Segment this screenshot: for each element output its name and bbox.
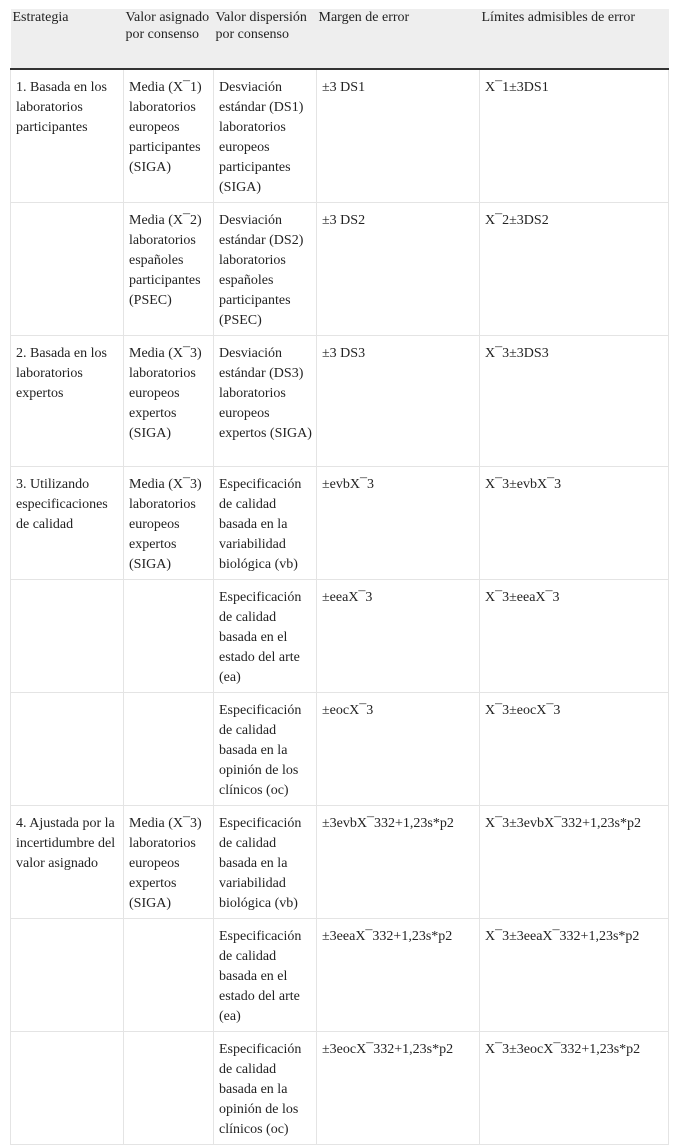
table-row — [11, 203, 669, 336]
error-margin-cell: ±eocX¯3 — [317, 693, 480, 806]
limits-cell: X¯3±evbX¯3 — [480, 467, 669, 580]
table-row — [11, 467, 669, 580]
strategy-cell — [11, 1032, 124, 1145]
dispersion-cell: Desviación estándar (DS2) laboratorios españoles participantes (PSEC) — [214, 203, 317, 336]
table-row — [11, 919, 669, 1032]
header-cell: Valor asignado por consenso — [124, 9, 214, 69]
header-cell: Estrategia — [11, 9, 124, 69]
limits-cell: X¯2±3DS2 — [480, 203, 669, 336]
header-cell: Límites admisibles de error — [480, 9, 669, 69]
error-margin-cell: ±3 DS2 — [317, 203, 480, 336]
error-margin-cell: ±3eocX¯332+1,23s*p2 — [317, 1032, 480, 1145]
limits-cell: X¯3±eocX¯3 — [480, 693, 669, 806]
header-cell: Valor dispersión por consenso — [214, 9, 317, 69]
dispersion-cell: Especificación de calidad basada en la variabilidad biológica (vb) — [214, 806, 317, 919]
assigned-value-cell: Media (X¯3) laboratorios europeos expertos (SIGA) — [124, 806, 214, 919]
limits-cell: X¯1±3DS1 — [480, 69, 669, 203]
dispersion-cell: Especificación de calidad basada en la opinión de los clínicos (oc) — [214, 693, 317, 806]
limits-cell: X¯3±3evbX¯332+1,23s*p2 — [480, 806, 669, 919]
dispersion-cell: Especificación de calidad basada en el estado del arte (ea) — [214, 919, 317, 1032]
assigned-value-cell: Media (X¯2) laboratorios españoles participantes (PSEC) — [124, 203, 214, 336]
error-margin-cell: ±eeaX¯3 — [317, 580, 480, 693]
dispersion-cell: Especificación de calidad basada en el estado del arte (ea) — [214, 580, 317, 693]
dispersion-cell: Especificación de calidad basada en la variabilidad biológica (vb) — [214, 467, 317, 580]
dispersion-cell: Desviación estándar (DS1) laboratorios europeos participantes (SIGA) — [214, 69, 317, 203]
error-margin-cell: ±3evbX¯332+1,23s*p2 — [317, 806, 480, 919]
assigned-value-cell: Media (X¯3) laboratorios europeos expertos (SIGA) — [124, 467, 214, 580]
table-row — [11, 336, 669, 467]
strategy-cell — [11, 919, 124, 1032]
limits-cell: X¯3±eeaX¯3 — [480, 580, 669, 693]
error-margin-cell: ±3 DS3 — [317, 336, 480, 467]
table-row — [11, 580, 669, 693]
strategy-cell: 2. Basada en los laboratorios expertos — [11, 336, 124, 467]
assigned-value-cell — [124, 693, 214, 806]
error-margin-cell: ±evbX¯3 — [317, 467, 480, 580]
error-margin-cell: ±3eeaX¯332+1,23s*p2 — [317, 919, 480, 1032]
header-row — [11, 9, 669, 69]
strategy-cell: 4. Ajustada por la incertidumbre del valor asignado — [11, 806, 124, 919]
strategy-cell — [11, 580, 124, 693]
header-cell: Margen de error — [317, 9, 480, 69]
strategy-cell: 1. Basada en los laboratorios participantes — [11, 69, 124, 203]
table-row — [11, 806, 669, 919]
assigned-value-cell — [124, 919, 214, 1032]
limits-cell: X¯3±3eeaX¯332+1,23s*p2 — [480, 919, 669, 1032]
assigned-value-cell — [124, 580, 214, 693]
assigned-value-cell — [124, 1032, 214, 1145]
table-row — [11, 693, 669, 806]
strategy-cell: 3. Utilizando especificaciones de calidad — [11, 467, 124, 580]
limits-cell: X¯3±3eocX¯332+1,23s*p2 — [480, 1032, 669, 1145]
dispersion-cell: Desviación estándar (DS3) laboratorios europeos expertos (SIGA) — [214, 336, 317, 467]
strategy-cell — [11, 203, 124, 336]
criteria-table — [10, 9, 669, 1145]
table-row — [11, 1032, 669, 1145]
table-row — [11, 69, 669, 203]
dispersion-cell: Especificación de calidad basada en la opinión de los clínicos (oc) — [214, 1032, 317, 1145]
limits-cell: X¯3±3DS3 — [480, 336, 669, 467]
strategy-cell — [11, 693, 124, 806]
assigned-value-cell: Media (X¯1) laboratorios europeos participantes (SIGA) — [124, 69, 214, 203]
assigned-value-cell: Media (X¯3) laboratorios europeos expertos (SIGA) — [124, 336, 214, 467]
error-margin-cell: ±3 DS1 — [317, 69, 480, 203]
